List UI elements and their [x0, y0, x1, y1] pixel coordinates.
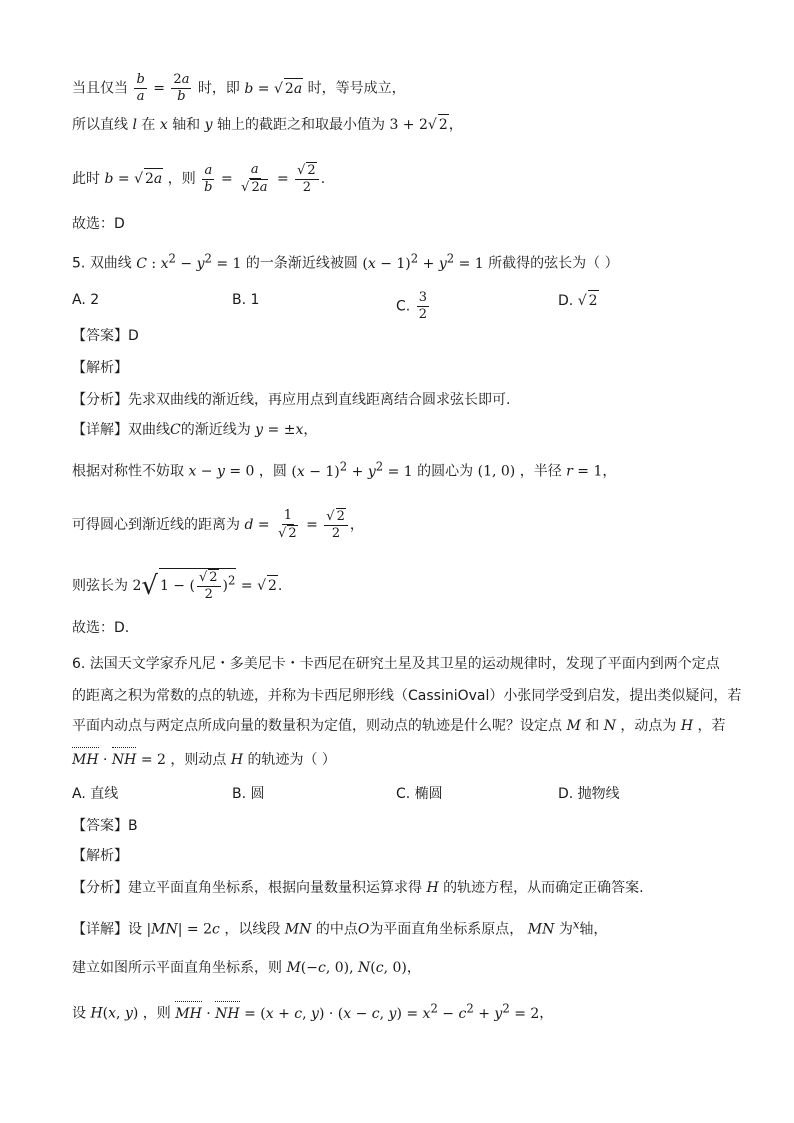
answer-6: 【答案】B [72, 818, 138, 834]
fraction: $\frac{√ 2}{2}$ [197, 569, 221, 603]
question-6-line2: 的距离之积为常数的点的轨迹，并称为卡西尼卵形线（CassiniOval）小张同学受到启发，提出类似疑问，若 [72, 688, 742, 704]
option-label: D. [558, 293, 574, 309]
text: 【详解】双曲线 [72, 422, 170, 438]
analysis-5-heading: 【解析】 [72, 360, 128, 376]
text: 的轨迹方程，从而确定正确答案. [443, 880, 644, 896]
text: 所以直线 [72, 117, 128, 133]
analysis-6-heading: 【解析】 [72, 848, 128, 864]
detail-5-chord: 则弦长为 2√ 1 − ( $\frac{√ 2}{2}$ )$^2$ = √ 2. [72, 570, 283, 602]
detail-5-distance: 可得圆心到渐近线的距离为 d = $\frac{1}{√ 2}$ = $\frac{√ 2}{2}$ ， [72, 508, 364, 541]
text: 则弦长为 [72, 578, 128, 594]
text: 轴上的截距之和取最小值为 [217, 117, 385, 133]
option-b: B. 1 [232, 292, 260, 308]
detail-5-line1: 【详解】双曲线C的渐近线为 y = ±x， [72, 422, 318, 438]
text: 和 [585, 718, 600, 734]
text: 可得圆心到渐近线的距离为 [72, 517, 240, 533]
question-number: 5. [72, 255, 86, 272]
fraction: $\frac{1}{√ 2}$ [278, 508, 297, 541]
text: 轴， [579, 921, 608, 938]
text: 此时 [72, 171, 100, 187]
option-c [396, 290, 431, 323]
fraction: $\frac{√ 2}{2}$ [295, 162, 319, 196]
text: ，以线段 [224, 921, 281, 938]
text: ，圆 [258, 463, 287, 480]
text: 的轨迹为（ ） [247, 752, 336, 768]
text: 根据对称性不妨取 [72, 463, 184, 480]
detail-5-line2: 根据对称性不妨取 x − y = 0 ，圆 $(x - 1)^2 + y^2 = 1$ 的圆心为 (1, 0) ，半径 r = 1， [72, 459, 617, 480]
question-5-stem: 5. 双曲线 C : $x^2 - y^2 = 1$ 的一条渐近线被圆 $(x - 1)^2 + y^2 = 1$ 所截得的弦长为（ ） [72, 251, 619, 272]
analysis-5-summary: 【分析】先求双曲线的渐近线，再应用点到直线距离结合圆求弦长即可. [72, 392, 511, 408]
text: 所截得的弦长为（ ） [488, 255, 619, 272]
option-a: A. 2 [72, 292, 100, 308]
option-c: C. 椭圆 [396, 786, 443, 802]
text: 【分析】建立平面直角坐标系，根据向量数量积运算求得 [72, 880, 422, 896]
fraction: $\frac{3}{2}$ [418, 290, 427, 322]
text: ，则动点 [170, 752, 227, 768]
text: 的一条渐近线被圆 [245, 255, 358, 272]
detail-6-line1: 【详解】设 |MN| = 2c ，以线段 MN 的中点O为平面直角坐标系原点， MN 为$^x$轴， [72, 917, 608, 938]
fraction: $\frac{2a}{b}$ [173, 72, 190, 104]
detail-6-line3: 设 H(x, y) ，则 MH · NH = (x + c, y) · (x − c, $y) = x^2 - c^2 + y^2 = 2$， [72, 1001, 554, 1022]
question-6-line4: MH · NH = 2 ，则动点 H 的轨迹为（ ） [72, 752, 336, 768]
text: ，则 [167, 171, 196, 187]
text: 轴和 [172, 117, 201, 133]
fraction: $\frac{b}{a}$ [136, 72, 145, 104]
text: 在 [141, 117, 156, 133]
option-b: B. 圆 [232, 786, 265, 802]
text: 的圆心为 [417, 463, 474, 480]
line-equality: 当且仅当 $\frac{b}{a}$ = $\frac{2a}{b}$ 时，即 b = √ 2a 时，等号成立， [72, 72, 406, 104]
option-label: C. [396, 298, 411, 315]
choose-5: 故选：D. [72, 620, 130, 636]
fraction: $\frac{√ 2}{2}$ [324, 508, 348, 542]
text: ，动点为 [620, 718, 677, 734]
choose-line: 故选：D [72, 216, 125, 232]
detail-6-line2: 建立如图所示平面直角坐标系，则 M(−c, 0), N(c, 0)， [72, 960, 421, 976]
fraction: $\frac{a}{b}$ [204, 162, 213, 195]
text: 双曲线 [89, 255, 132, 272]
option-d: D. √ 2 [558, 290, 599, 311]
question-6-line1: 6. 法国天文学家乔凡尼・多美尼卡・卡西尼在研究土星及其卫星的运动规律时，发现了平面内到两个定点 [72, 656, 720, 672]
text: ，则 [142, 1005, 171, 1022]
question-6-line3: 平面内动点与两定点所成向量的数量积为定值，则动点的轨迹是什么呢？设定点 M 和 N ，动点为 H ，若 [72, 718, 726, 734]
text: 当且仅当 [72, 80, 128, 97]
option-a: A. 直线 [72, 786, 119, 802]
text: 建立如图所示平面直角坐标系，则 [72, 960, 282, 976]
fraction: $\frac{a}{√ 2a}$ [241, 162, 268, 195]
text: 【详解】设 [72, 921, 142, 938]
text: ，若 [697, 718, 726, 734]
text: 的中点 [315, 921, 358, 938]
text: 时，等号成立， [307, 80, 406, 97]
line-ratio: 此时 b = √ 2a ，则 $\frac{a}{b}$ = $\frac{a}{√ 2a}$ = $\frac{√ 2}{2}$ . [72, 162, 326, 195]
text: 为 [558, 921, 573, 938]
line-min-value: 所以直线 l 在 x 轴和 y 轴上的截距之和取最小值为 3 + 2√ 2， [72, 114, 463, 135]
analysis-6-summary: 【分析】建立平面直角坐标系，根据向量数量积运算求得 H 的轨迹方程，从而确定正确答案. [72, 880, 644, 896]
text: 的渐近线为 [180, 422, 251, 438]
text: 平面内动点与两定点所成向量的数量积为定值，则动点的轨迹是什么呢？设定点 [72, 718, 562, 734]
text: 设 [72, 1005, 86, 1022]
answer-5: 【答案】D [72, 328, 139, 344]
text: 为平面直角坐标系原点， [369, 921, 524, 938]
text: 时，即 [197, 80, 240, 97]
option-d: D. 抛物线 [558, 786, 620, 802]
text: ，半径 [519, 463, 562, 480]
